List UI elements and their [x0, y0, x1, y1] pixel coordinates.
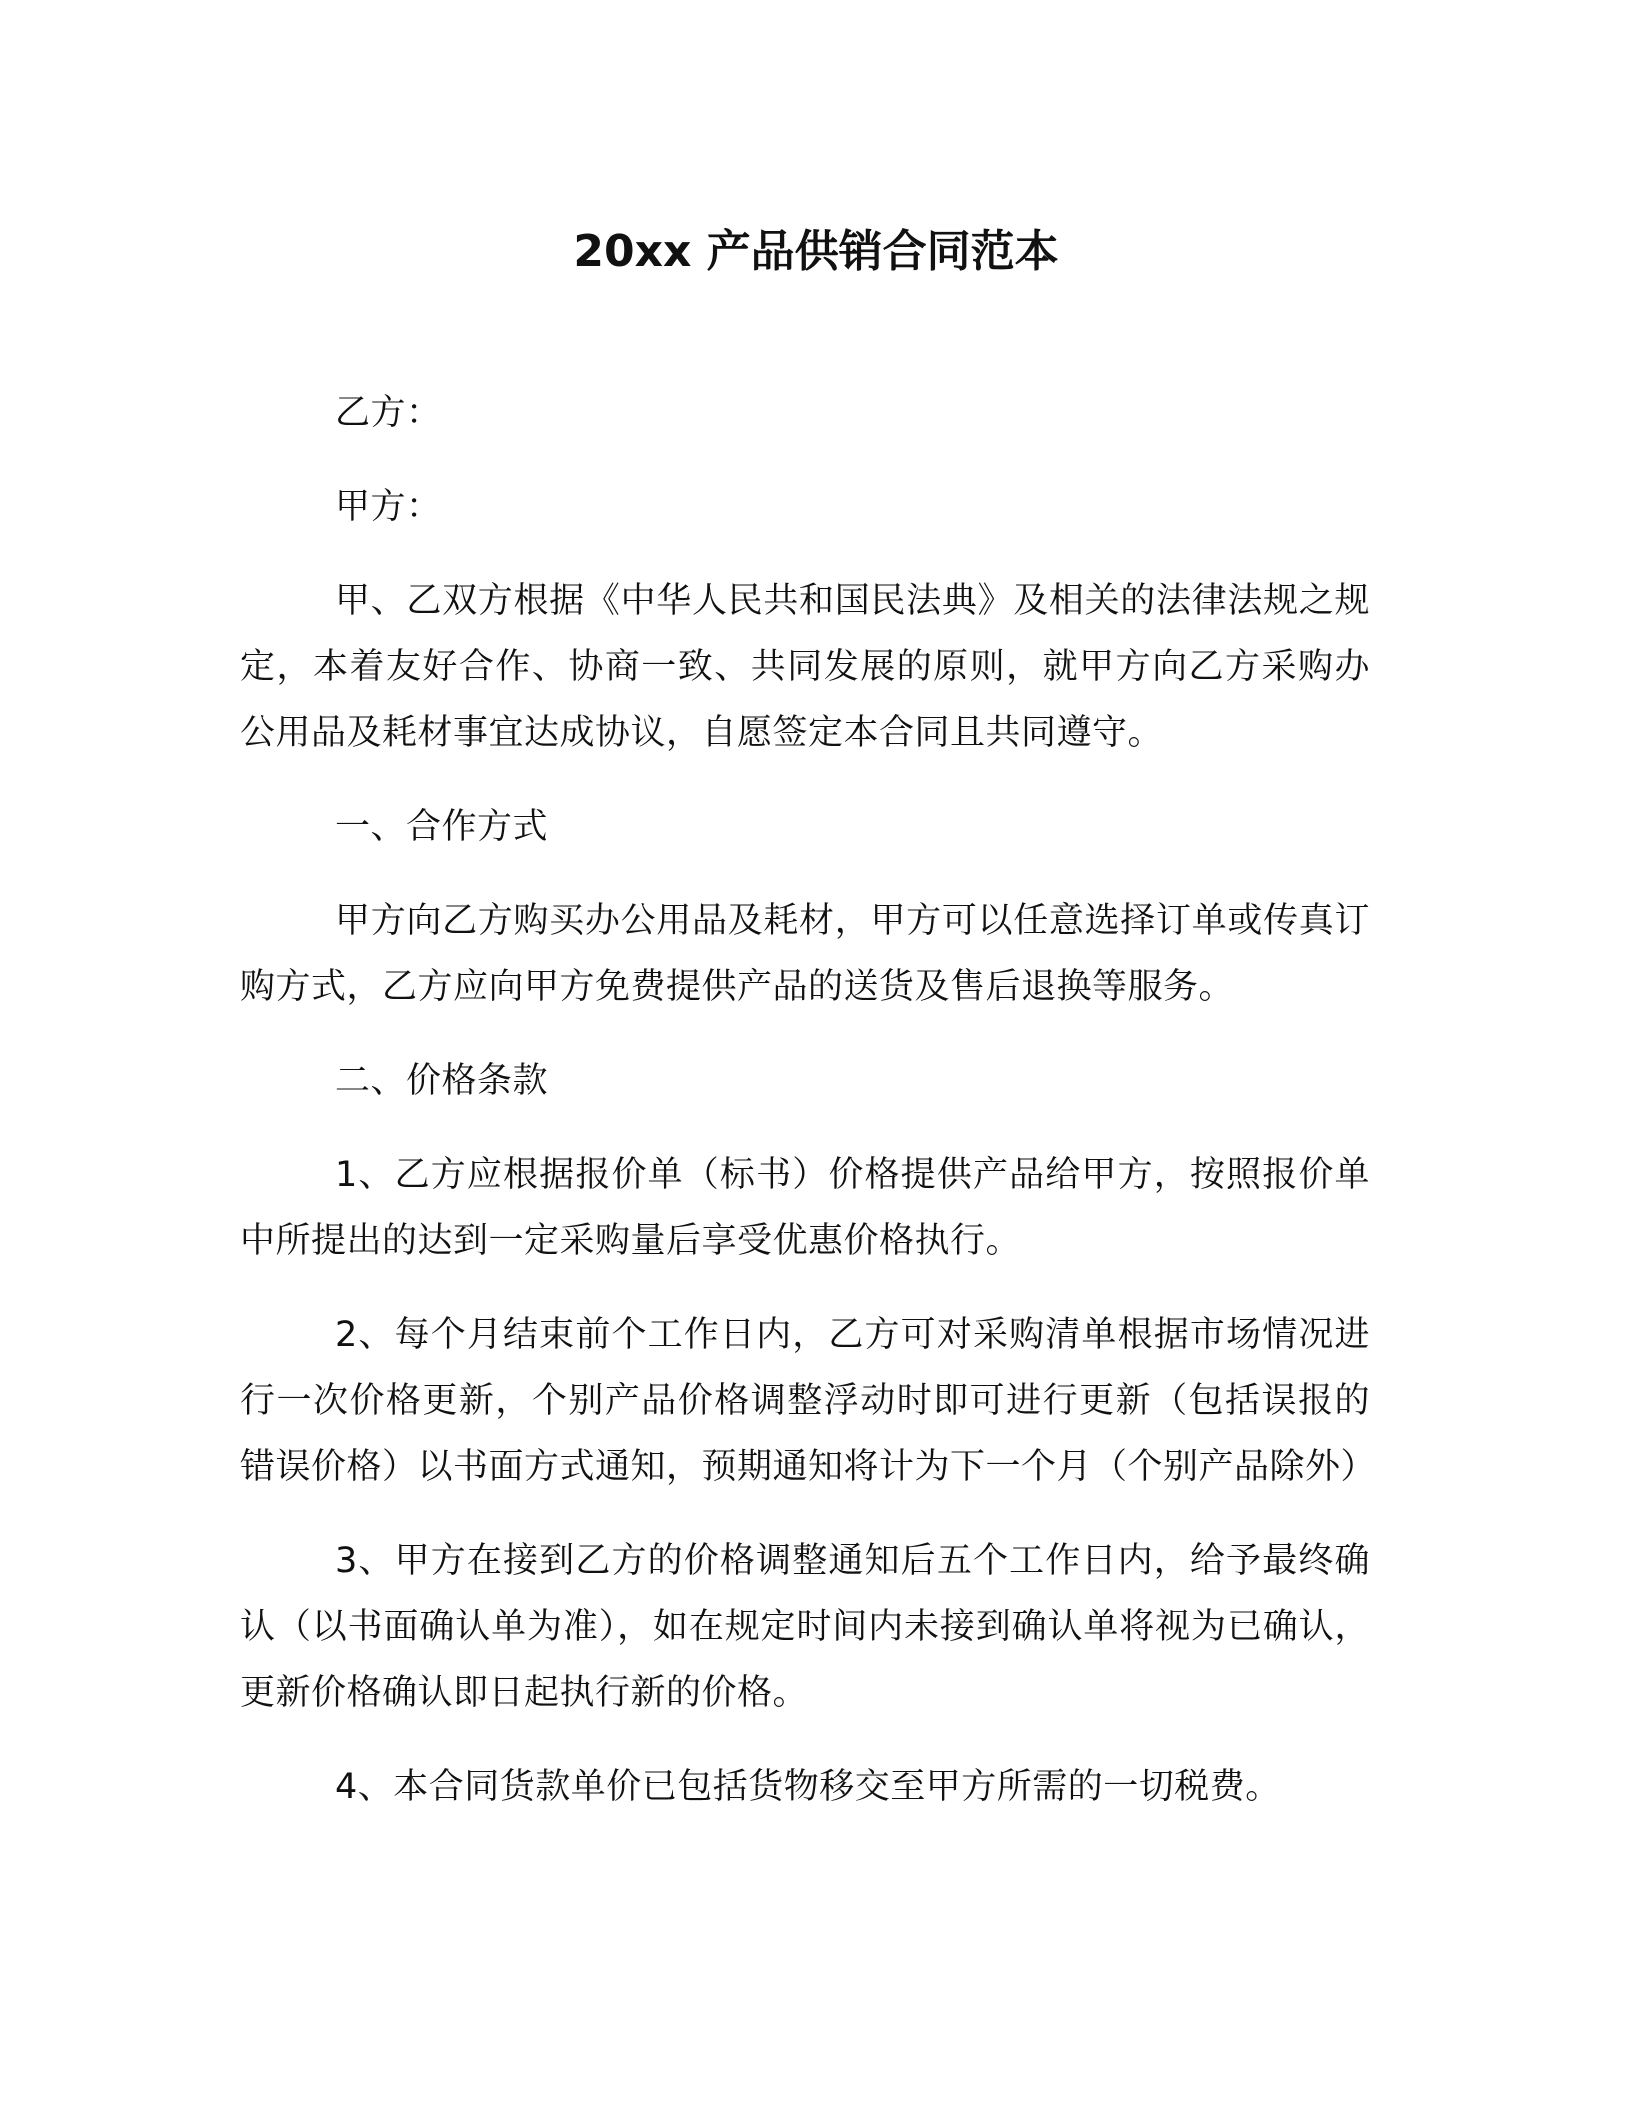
document-title: 20xx 产品供销合同范本 [573, 226, 1059, 277]
price-clause-3: 3、甲方在接到乙方的价格调整通知后五个工作日内，给予最终确认（以书面确认单为准），如在规定时间内未接到确认单将视为已确认，更新价格确认即日起执行新的价格。 [240, 1541, 1370, 1713]
cooperation-paragraph: 甲方向乙方购买办公用品及耗材，甲方可以任意选择订单或传真订购方式，乙方应向甲方免费提供产品的送货及售后退换等服务。 [240, 901, 1370, 1007]
party-a-line: 甲方： [335, 487, 442, 527]
preamble-paragraph: 甲、乙双方根据《中华人民共和国民法典》及相关的法律法规之规定，本着友好合作、协商一致、共同发展的原则，就甲方向乙方采购办公用品及耗材事宜达成协议，自愿签定本合同且共同遵守。 [240, 581, 1370, 753]
section-heading-price: 二、价格条款 [335, 1061, 549, 1101]
party-b-line: 乙方： [335, 393, 442, 433]
price-clause-4: 4、本合同货款单价已包括货物移交至甲方所需的一切税费。 [335, 1767, 1281, 1807]
price-clause-2: 2、每个月结束前个工作日内，乙方可对采购清单根据市场情况进行一次价格更新，个别产品价格调整浮动时即可进行更新（包括误报的错误价格）以书面方式通知，预期通知将计为下一个月（个别产品除外） [240, 1315, 1377, 1487]
price-clause-1: 1、乙方应根据报价单（标书）价格提供产品给甲方，按照报价单中所提出的达到一定采购量后享受优惠价格执行。 [240, 1155, 1370, 1261]
document-body [240, 380, 1377, 1848]
section-heading-cooperation: 一、合作方式 [335, 807, 549, 847]
